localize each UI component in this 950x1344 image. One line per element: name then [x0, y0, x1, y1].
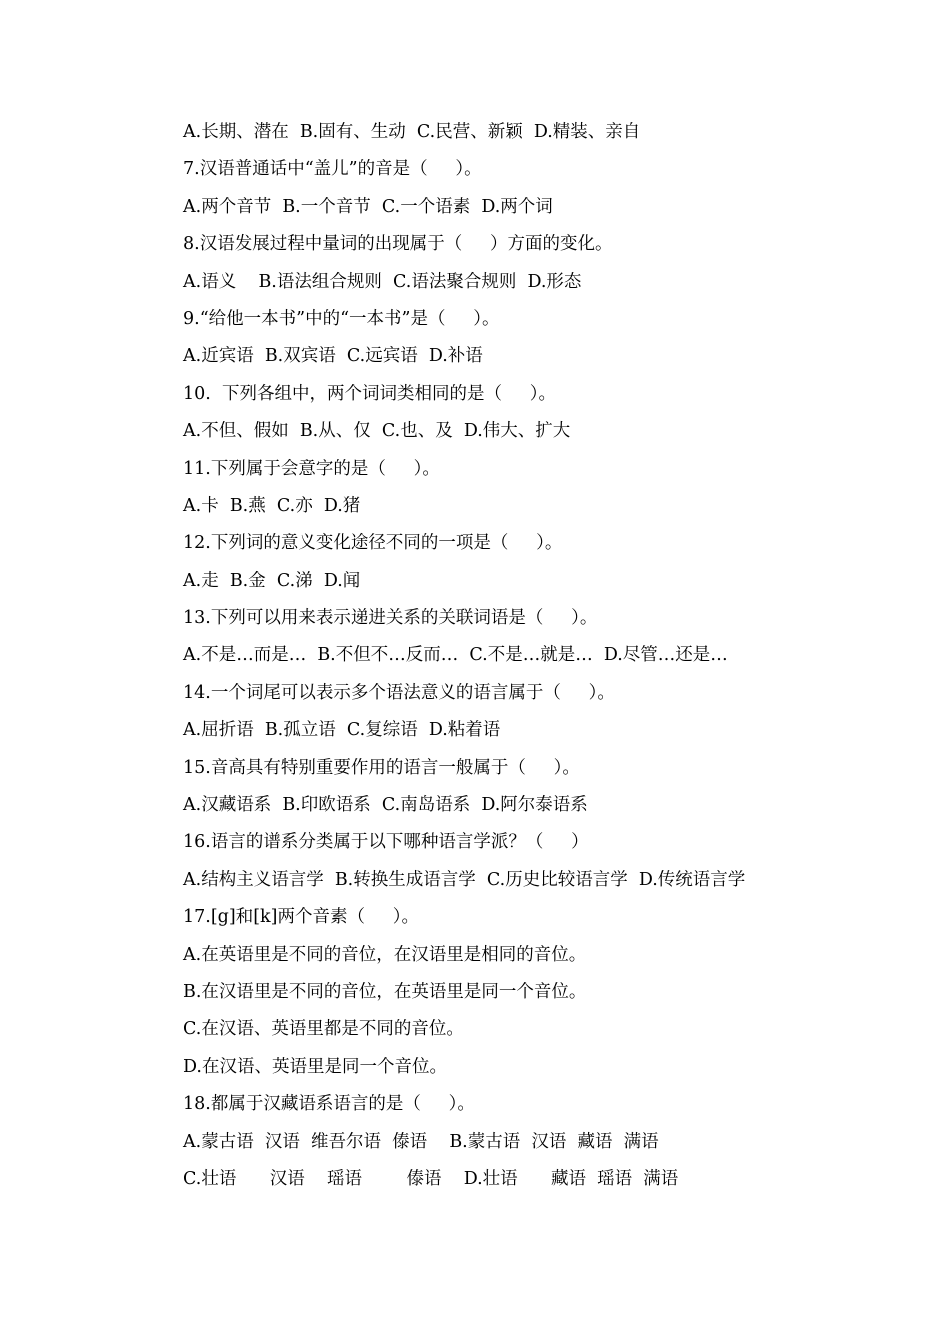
text-line: 18.都属于汉藏语系语言的是（ ）。	[183, 1094, 475, 1115]
text-line: 15.音高具有特别重要作用的语言一般属于（ ）。	[183, 757, 580, 778]
text-line: 16.语言的谱系分类属于以下哪种语言学派？（ ）	[183, 832, 589, 853]
text-line: 9.“给他一本书”中的“一本书”是（ ）。	[183, 308, 500, 329]
question-text	[183, 114, 883, 1198]
text-line: A.不但、假如 B.从、仅 C.也、及 D.伟大、扩大	[183, 421, 571, 442]
text-line: A.在英语里是不同的音位，在汉语里是相同的音位。	[183, 944, 587, 965]
text-line: 10. 下列各组中，两个词词类相同的是（ ）。	[183, 383, 557, 404]
text-line: C.在汉语、英语里都是不同的音位。	[183, 1019, 464, 1040]
text-line: 11.下列属于会意字的是（ ）。	[183, 458, 440, 479]
text-line: A.结构主义语言学 B.转换生成语言学 C.历史比较语言学 D.传统语言学	[183, 869, 746, 890]
text-line: A.屈折语 B.孤立语 C.复综语 D.粘着语	[183, 720, 501, 741]
text-line: A.卡 B.燕 C.亦 D.猪	[183, 495, 361, 516]
text-line: 8.汉语发展过程中量词的出现属于（ ）方面的变化。	[183, 234, 613, 255]
text-line: 17.[g]和[k]两个音素（ ）。	[183, 907, 420, 928]
text-line: 14.一个词尾可以表示多个语法意义的语言属于（ ）。	[183, 682, 615, 703]
text-line: D.在汉语、英语里是同一个音位。	[183, 1056, 447, 1077]
text-line: A.近宾语 B.双宾语 C.远宾语 D.补语	[183, 346, 483, 367]
text-line: C.壮语 汉语 瑶语 傣语 D.壮语 藏语 瑶语 满语	[183, 1168, 679, 1189]
text-line: B.在汉语里是不同的音位，在英语里是同一个音位。	[183, 981, 587, 1002]
text-line: A.走 B.金 C.涕 D.闻	[183, 570, 361, 591]
text-line: 13.下列可以用来表示递进关系的关联词语是（ ）。	[183, 608, 598, 629]
text-line: A.语义 B.语法组合规则 C.语法聚合规则 D.形态	[183, 271, 582, 292]
text-line: A.两个音节 B.一个音节 C.一个语素 D.两个词	[183, 196, 553, 217]
text-line: 7.汉语普通话中“盖儿”的音是（ ）。	[183, 159, 482, 180]
text-line: A.长期、潜在 B.固有、生动 C.民营、新颖 D.精装、亲自	[183, 122, 641, 142]
text-line: A.蒙古语 汉语 维吾尔语 傣语 B.蒙古语 汉语 藏语 满语	[183, 1131, 659, 1152]
text-line: 12.下列词的意义变化途径不同的一项是（ ）。	[183, 533, 563, 554]
text-line: A.不是…而是… B.不但不…反而… C.不是…就是… D.尽管…还是…	[183, 645, 728, 666]
text-line: A.汉藏语系 B.印欧语系 C.南岛语系 D.阿尔泰语系	[183, 795, 588, 816]
